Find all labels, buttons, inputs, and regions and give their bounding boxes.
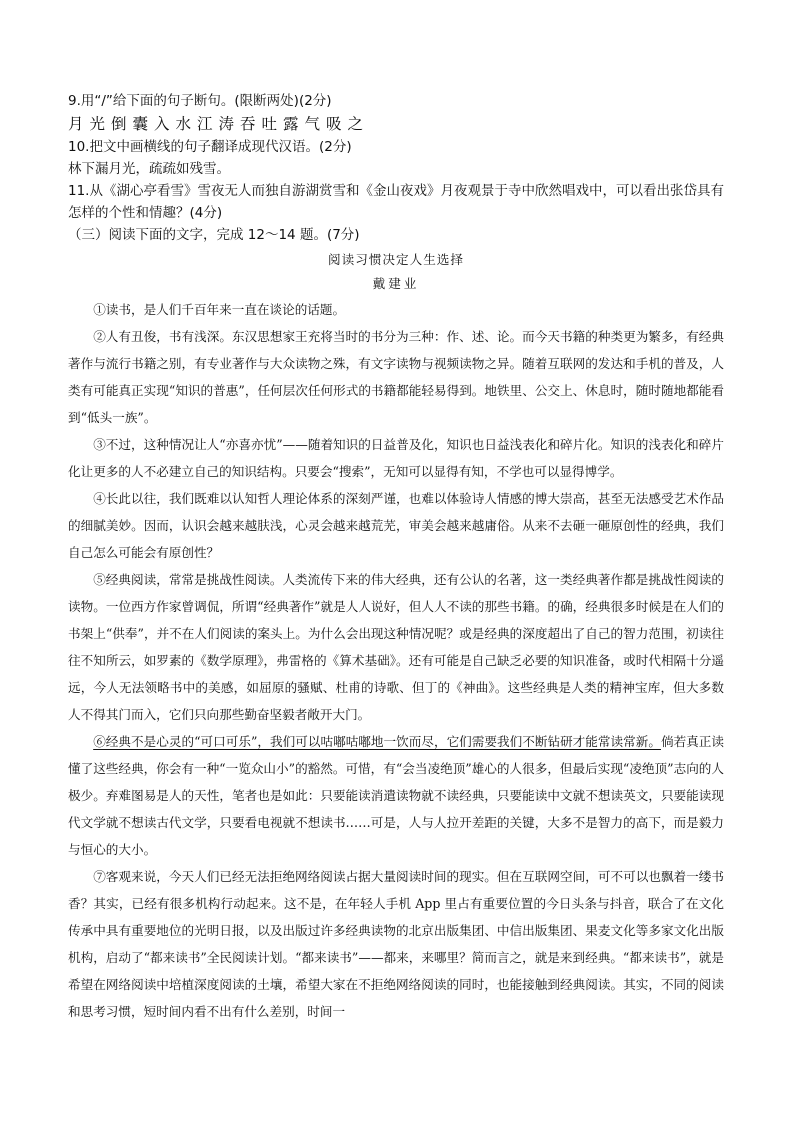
question-9-sentence: 月光倒囊入水江涛吞吐露气吸之 [68, 115, 370, 133]
article-paragraph-5: ⑤经典阅读，常常是挑战性阅读。人类流传下来的伟大经典，还有公认的名著，这一类经典著作都是挑战性阅读的读物。一位西方作家曾调侃，所谓“经典著作”就是人人说好，但人人不读的那些书籍。的确，经典很多时候是在人们的书架上“供奉”，并不在人们阅读的案头上。为什么会出现这种情况呢？或是经典的深度超出了自己的智力范围，初读往往不知所云，如罗素的《数学原理》，弗雷格的《算术基础》。还有可能是自己缺乏必要的知识准备，或时代相隔十分遥远，今人无法领略书中的美感，如屈原的骚赋、杜甫的诗歌、但丁的《神曲》。这些经典是人类的精神宝库，但大多数人不得其门而入，它们只向那些勤奋坚毅者敞开大门。 [68, 572, 724, 722]
article-paragraph-4: ④长此以往，我们既难以认知哲人理论体系的深刻严谨，也难以体验诗人情感的博大崇高，甚至无法感受艺术作品的细腻美妙。因而，认识会越来越肤浅，心灵会越来越荒芜，审美会越来越庸俗。从来不去砸一砸原创性的经典，我们自己怎么可能会有原创性？ [68, 491, 724, 560]
article-paragraph-6 [68, 728, 724, 863]
article-paragraph-7: ⑦客观来说，今天人们已经无法拒绝网络阅读占据大量阅读时间的现实。但在互联网空间，可不可以也飘着一缕书香？其实，已经有很多机构行动起来。这不是，在年轻人手机 App 里占有重要位置的今日头条与抖音，联合了在文化传承中具有重要地位的光明日报，以及出版过许多经典读物的北京出版集团、中信出版集团、果麦文化等多家文化出版机构，启动了“都来读书”全民阅读计划。“都来读书”——都来，来哪里？简而言之，就是来到经典。“都来读书”，就是希望在网络阅读中培植深度阅读的土壤，希望大家在不拒绝网络阅读的同时，也能接触到经典阅读。其实，不同的阅读和思考习惯，短时间内看不出有什么差别，时间一 [68, 869, 724, 1019]
underlined-sentence: ⑥经典不是心灵的“可口可乐”，我们可以咕嘟咕嘟地一饮而尽，它们需要我们不断钻研才能常读常新。 [93, 734, 661, 749]
paragraph-6-rest: 倘若真正读懂了这些经典，你会有一种“一览众山小”的豁然。可惜，有“会当凌绝顶”雄心的人很多，但最后实现“凌绝顶”志向的人极少。弃难图易是人的天性，笔者也是如此：只要能读消遣读物就不读经典，只要能读中文就不想读英文，只要能读现代文学就不想读古代文学，只要看电视就不想读书……可是，人与人拉开差距的关键，大多不是智力的高下，而是毅力与恒心的大小。 [68, 734, 724, 857]
question-11: 11.从《湖心亭看雪》雪夜无人而独自游湖赏雪和《金山夜戏》月夜观景于寺中欣然唱戏中，可以看出张岱具有怎样的个性和情趣？(4分) [68, 183, 724, 221]
question-10: 10.把文中画横线的句子翻译成现代汉语。(2分) [68, 139, 352, 155]
question-10-sentence: 林下漏月光，疏疏如残雪。 [68, 161, 230, 177]
article-title: 阅读习惯决定人生选择 [328, 252, 464, 267]
article-author: 戴建业 [372, 276, 420, 291]
section-3-heading: （三）阅读下面的文字，完成 12～14 题。(7分) [68, 227, 360, 243]
article-paragraph-3: ③不过，这种情况让人“亦喜亦忧”——随着知识的日益普及化，知识也日益浅表化和碎片化。知识的浅表化和碎片化让更多的人不必建立自己的知识结构。只要会“搜索”，无知可以显得有知，不学也可以显得博学。 [68, 437, 724, 479]
question-9: 9.用“/”给下面的句子断句。(限断两处)(2分) [68, 93, 332, 109]
article-paragraph-2: ②人有丑俊，书有浅深。东汉思想家王充将当时的书分为三种：作、述、论。而今天书籍的种类更为繁多，有经典著作与流行书籍之别，有专业著作与大众读物之殊，有文字读物与视频读物之异。随着互联网的发达和手机的普及，人类有可能真正实现“知识的普惠”，任何层次任何形式的书籍都能轻易得到。地铁里、公交上、休息时，随时随地都能看到“低头一族”。 [68, 329, 724, 425]
article-paragraph-1: ①读书，是人们千百年来一直在谈论的话题。 [93, 302, 346, 317]
